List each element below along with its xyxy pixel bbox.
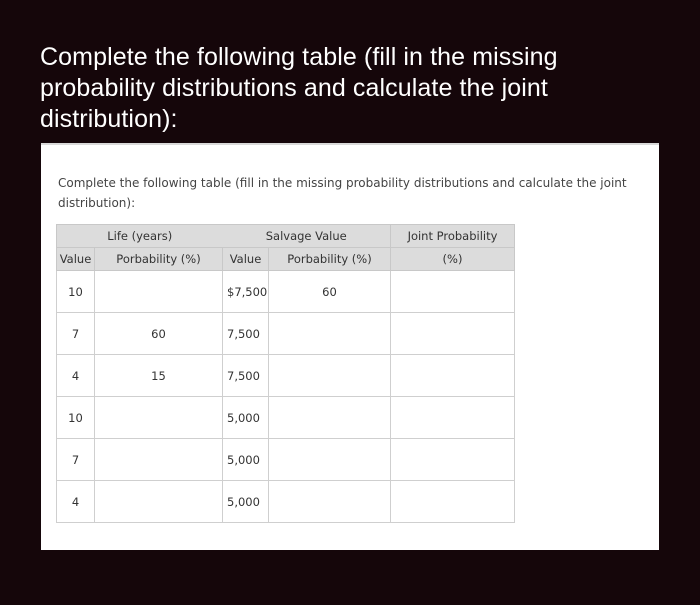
salvage-value-cell: 7,500 <box>223 355 269 397</box>
joint-probability-cell[interactable] <box>391 355 515 397</box>
table-row <box>57 481 515 523</box>
life-value-cell: 10 <box>57 271 95 313</box>
salvage-value-subheader: Value <box>223 248 269 271</box>
joint-probability-cell[interactable] <box>391 397 515 439</box>
probability-table <box>56 224 515 523</box>
salvage-probability-cell[interactable] <box>269 397 391 439</box>
table-row <box>57 271 515 313</box>
salvage-value-header: Salvage Value <box>223 225 391 248</box>
salvage-value-cell: 5,000 <box>223 397 269 439</box>
card-divider <box>41 143 659 145</box>
joint-probability-cell[interactable] <box>391 481 515 523</box>
joint-probability-cell[interactable] <box>391 271 515 313</box>
salvage-probability-cell[interactable] <box>269 439 391 481</box>
question-instructions: Complete the following table (fill in the missing probability distributions and calculate the joint distribution): <box>58 176 627 210</box>
life-probability-cell[interactable]: 15 <box>95 355 223 397</box>
salvage-value-cell: $7,500 <box>223 271 269 313</box>
salvage-probability-subheader: Porbability (%) <box>269 248 391 271</box>
table-row <box>57 439 515 481</box>
table-row <box>57 397 515 439</box>
salvage-probability-cell[interactable] <box>269 355 391 397</box>
salvage-value-cell: 5,000 <box>223 481 269 523</box>
page-title: Complete the following table (fill in the missing probability distributions and calculate the joint distribution): <box>40 43 558 133</box>
salvage-value-cell: 5,000 <box>223 439 269 481</box>
life-probability-cell[interactable]: 60 <box>95 313 223 355</box>
table-row <box>57 355 515 397</box>
salvage-value-cell: 7,500 <box>223 313 269 355</box>
salvage-probability-cell[interactable] <box>269 313 391 355</box>
life-years-header: Life (years) <box>57 225 223 248</box>
joint-probability-cell[interactable] <box>391 439 515 481</box>
life-probability-cell[interactable] <box>95 397 223 439</box>
joint-probability-header: Joint Probability <box>391 225 515 248</box>
life-value-cell: 7 <box>57 313 95 355</box>
salvage-probability-cell[interactable] <box>269 481 391 523</box>
table-row <box>57 313 515 355</box>
life-probability-cell[interactable] <box>95 439 223 481</box>
life-value-subheader: Value <box>57 248 95 271</box>
life-value-cell: 4 <box>57 481 95 523</box>
joint-probability-unit: (%) <box>391 248 515 271</box>
salvage-probability-cell[interactable]: 60 <box>269 271 391 313</box>
life-value-cell: 4 <box>57 355 95 397</box>
life-probability-subheader: Porbability (%) <box>95 248 223 271</box>
life-probability-cell[interactable] <box>95 481 223 523</box>
life-value-cell: 10 <box>57 397 95 439</box>
life-probability-cell[interactable] <box>95 271 223 313</box>
life-value-cell: 7 <box>57 439 95 481</box>
joint-probability-cell[interactable] <box>391 313 515 355</box>
